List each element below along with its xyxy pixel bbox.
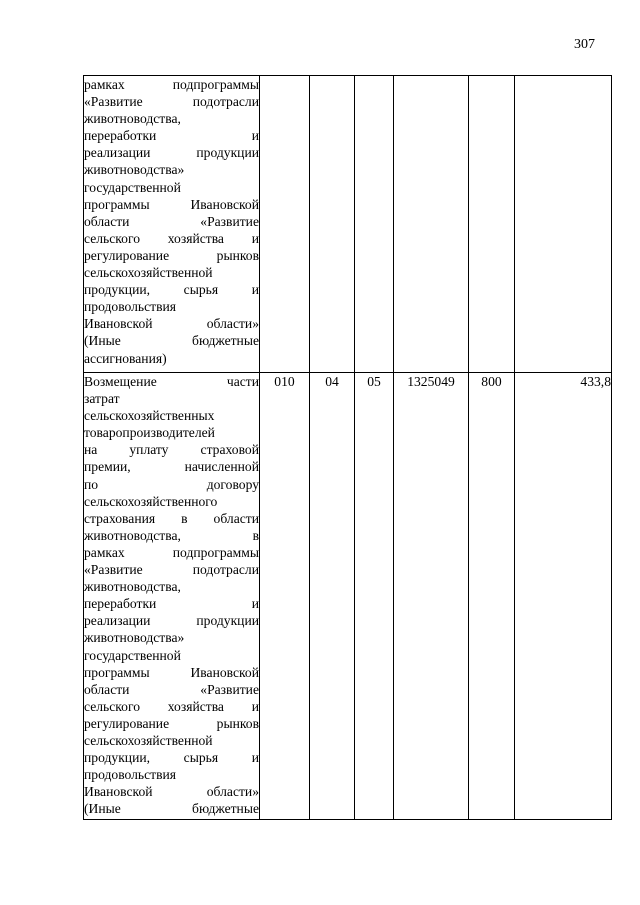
cell-csr <box>394 76 469 373</box>
row-description: рамках подпрограммы «Развитие подотрасли животноводства, переработки и реализации продукции животноводства» государственной программы Ивановской области «Развитие сельского хозяйства и регулирование рынков сельскохозяйственной продукции, сырья и продовольствия Ивановской области» (Иные бюджетные ассигнования) <box>84 76 260 373</box>
cell-csr: 1325049 <box>394 373 469 820</box>
cell-vr: 800 <box>469 373 515 820</box>
cell-vr <box>469 76 515 373</box>
cell-pr: 05 <box>355 373 394 820</box>
cell-rz: 04 <box>310 373 355 820</box>
table-row <box>84 76 612 373</box>
cell-sum: 433,8 <box>515 373 612 820</box>
cell-gr <box>260 76 310 373</box>
cell-rz <box>310 76 355 373</box>
cell-pr <box>355 76 394 373</box>
page-number: 307 <box>574 37 595 52</box>
budget-table <box>83 75 612 820</box>
cell-sum <box>515 76 612 373</box>
table-row <box>84 373 612 820</box>
row-description: Возмещение части затрат сельскохозяйственных товаропроизводителей на уплату страховой премии, начисленной по договору сельскохозяйственного страхования в области животноводства, в рамках подпрограммы «Развитие подотрасли животноводства, переработки и реализации продукции животноводства» государственной программы Ивановской области «Развитие сельского хозяйства и регулирование рынков сельскохозяйственной продукции, сырья и продовольствия Ивановской области» (Иные бюджетные <box>84 373 260 820</box>
cell-gr: 010 <box>260 373 310 820</box>
